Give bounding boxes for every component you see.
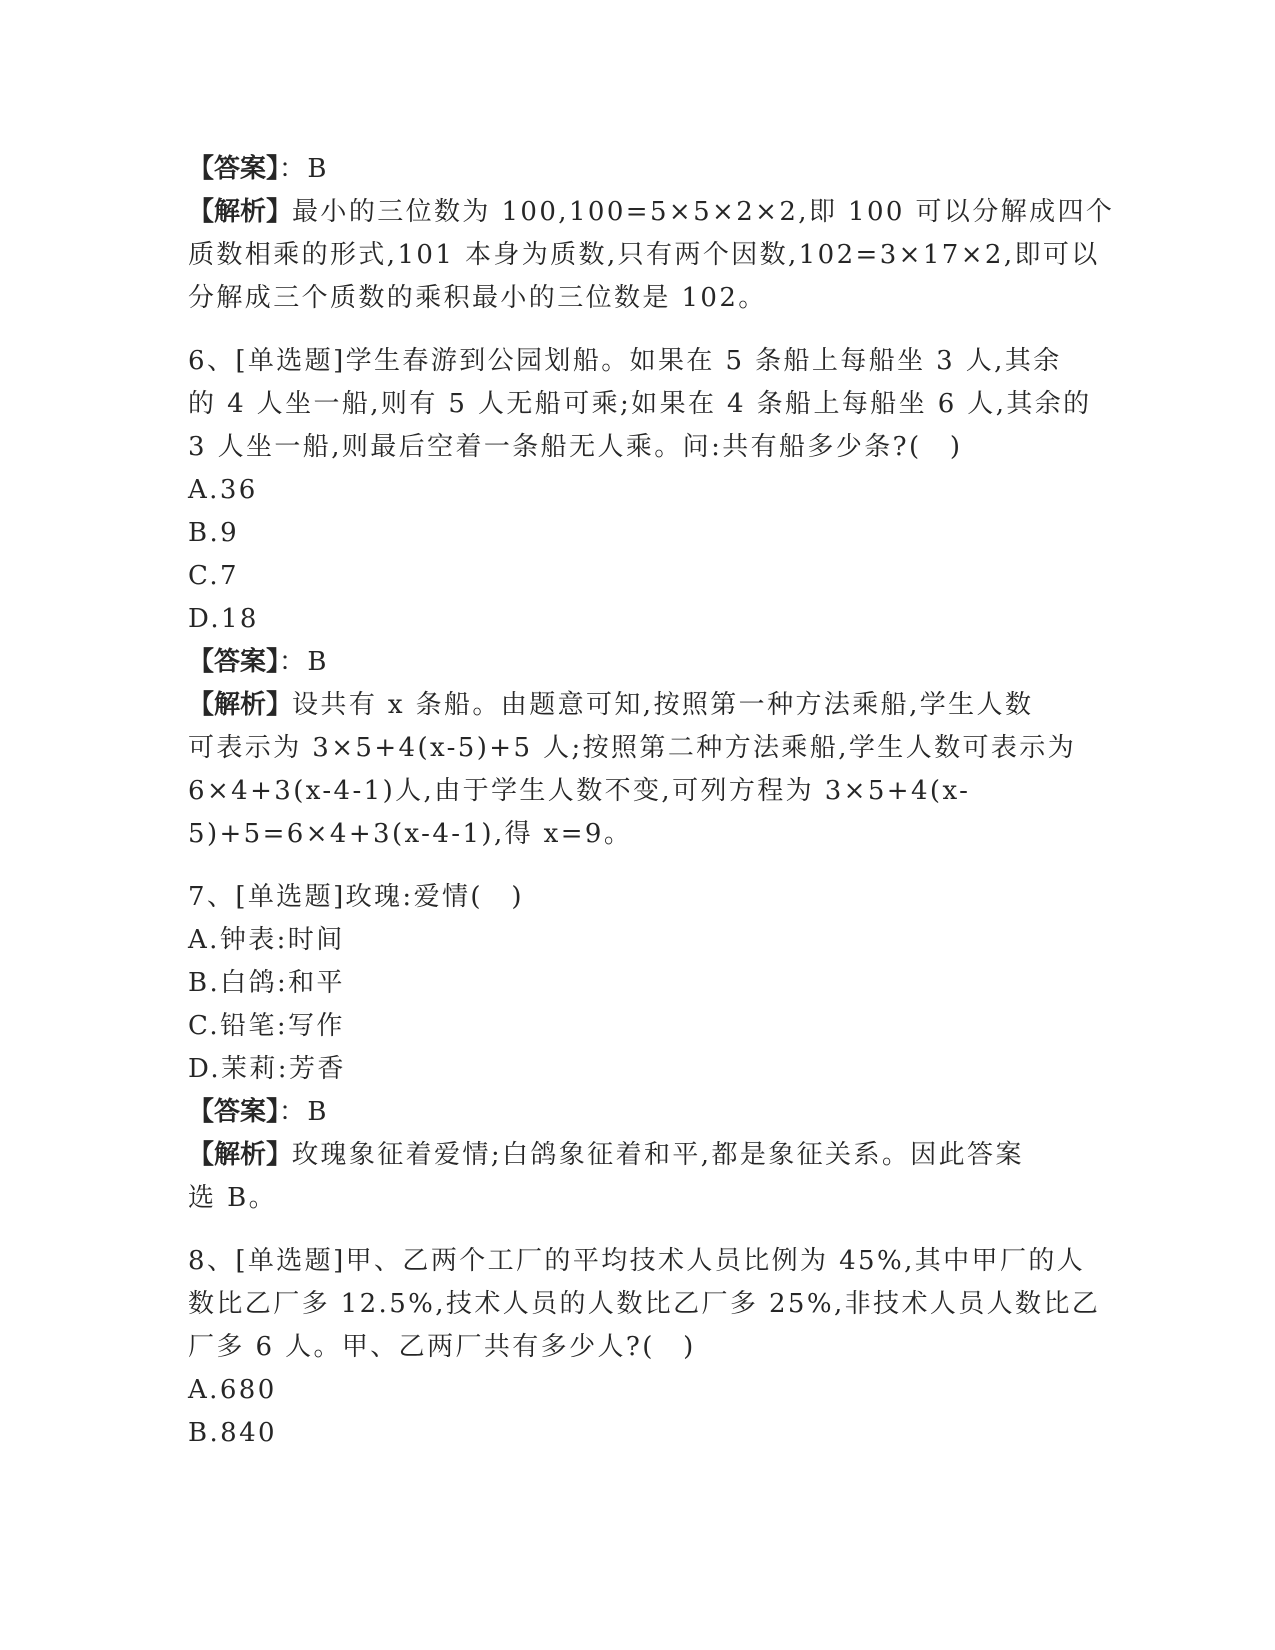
question-stem: 6、[单选题]学生春游到公园划船。如果在 5 条船上每船坐 3 人,其余	[188, 346, 1062, 376]
spacer	[188, 1220, 1088, 1240]
answer-label: 【答案】	[188, 1097, 280, 1127]
question-stem: 数比乙厂多 12.5%,技术人员的人数比乙厂多 25%,非技术人员人数比乙	[188, 1289, 1101, 1319]
analysis-text: 分解成三个质数的乘积最小的三位数是 102。	[188, 283, 767, 313]
question-stem: 厂多 6 人。甲、乙两厂共有多少人?( )	[188, 1332, 696, 1362]
analysis-text: 最小的三位数为 100,100=5×5×2×2,即 100 可以分解成四个	[292, 197, 1115, 227]
answer-label: 【答案】	[188, 647, 280, 677]
option-c: C.铅笔:写作	[188, 1011, 345, 1041]
question-stem: 7、[单选题]玫瑰:爱情( )	[188, 882, 524, 912]
analysis-text: 质数相乘的形式,101 本身为质数,只有两个因数,102=3×17×2,即可以	[188, 240, 1100, 270]
analysis-line	[188, 191, 1115, 234]
analysis-text: 玫瑰象征着爱情;白鸽象征着和平,都是象征关系。因此答案	[292, 1140, 1024, 1170]
question-stem: 8、[单选题]甲、乙两个工厂的平均技术人员比例为 45%,其中甲厂的人	[188, 1246, 1086, 1276]
spacer	[188, 320, 1088, 340]
analysis-text: 6×4+3(x-4-1)人,由于学生人数不变,可列方程为 3×5+4(x-	[188, 776, 971, 806]
answer-label: 【答案】	[188, 154, 280, 184]
analysis-label: 【解析】	[188, 197, 293, 227]
prev-answer-block	[188, 148, 1115, 320]
analysis-text: 选 B。	[188, 1183, 277, 1213]
analysis-line	[188, 1134, 1088, 1177]
analysis-label: 【解析】	[188, 690, 293, 720]
option-d: D.茉莉:芳香	[188, 1054, 346, 1084]
question-8	[188, 1240, 1101, 1455]
option-a: A.36	[188, 475, 258, 505]
analysis-label: 【解析】	[188, 1140, 293, 1170]
answer-line	[188, 1091, 1088, 1134]
answer-value: ：B	[279, 154, 329, 184]
spacer	[188, 856, 1088, 876]
option-b: B.9	[188, 518, 240, 548]
answer-line	[188, 148, 1088, 191]
question-stem: 的 4 人坐一船,则有 5 人无船可乘;如果在 4 条船上每船坐 6 人,其余的	[188, 389, 1092, 419]
analysis-text: 5)+5=6×4+3(x-4-1),得 x=9。	[188, 819, 633, 849]
analysis-text: 可表示为 3×5+4(x-5)+5 人;按照第二种方法乘船,学生人数可表示为	[188, 733, 1077, 763]
option-a: A.680	[188, 1375, 277, 1405]
option-b: B.840	[188, 1418, 277, 1448]
answer-value: ：B	[279, 647, 329, 677]
question-7	[188, 876, 1088, 1220]
analysis-line	[188, 684, 1088, 727]
option-a: A.钟表:时间	[188, 925, 345, 955]
analysis-text: 设共有 x 条船。由题意可知,按照第一种方法乘船,学生人数	[292, 690, 1034, 720]
question-6	[188, 340, 1092, 856]
question-stem: 3 人坐一船,则最后空着一条船无人乘。问:共有船多少条?( )	[188, 432, 963, 462]
option-d: D.18	[188, 604, 259, 634]
answer-line	[188, 641, 1088, 684]
answer-value: ：B	[279, 1097, 329, 1127]
option-c: C.7	[188, 561, 239, 591]
document-content	[188, 148, 1115, 1455]
option-b: B.白鸽:和平	[188, 968, 345, 998]
